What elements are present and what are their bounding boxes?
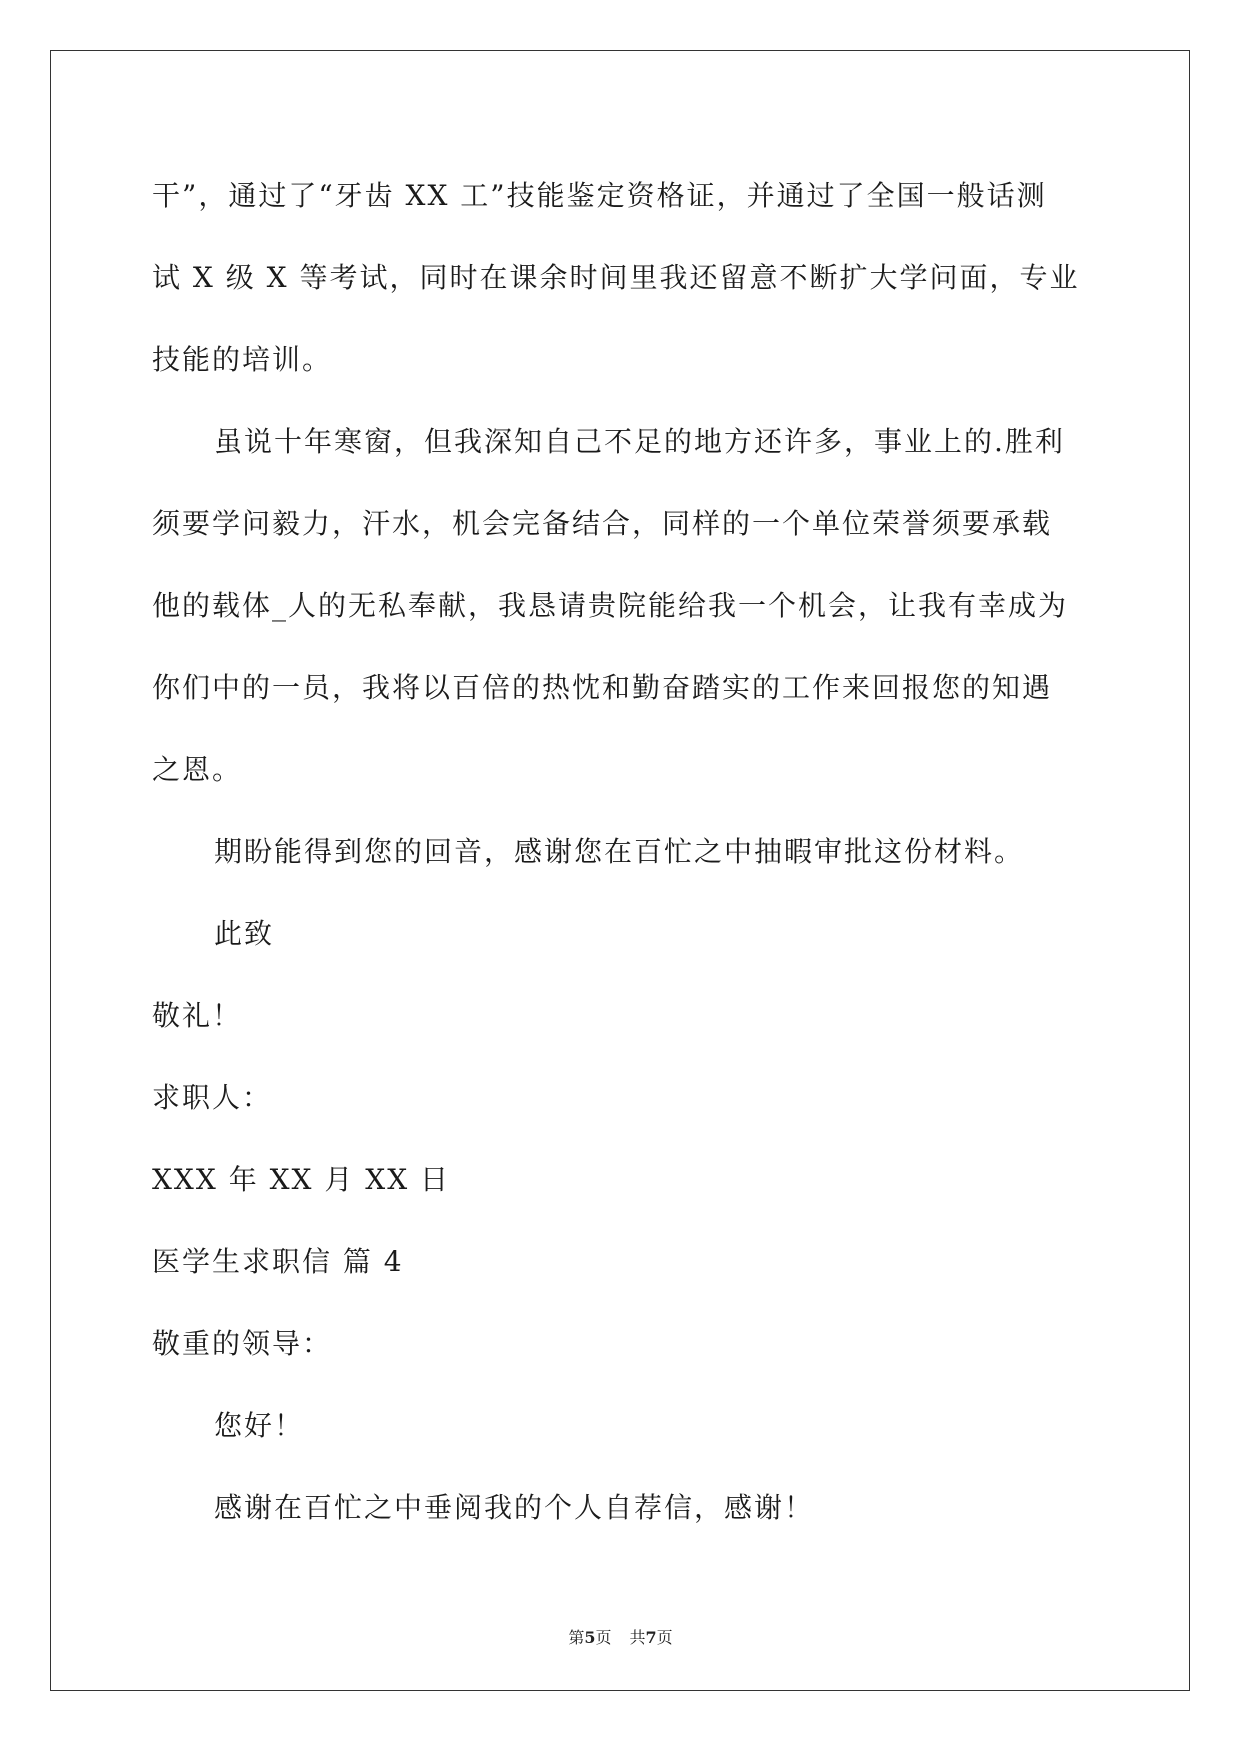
text-line: 技能的培训。 <box>152 343 333 376</box>
text-line: 他的载体_人的无私奉献，我恳请贵院能给我一个机会，让我有幸成为 <box>152 589 1069 622</box>
closing-salutation: 此致 <box>214 917 275 950</box>
text-line: 之恩。 <box>152 753 243 786</box>
total-suffix: 页 <box>656 1628 673 1647</box>
greeting-hello: 您好！ <box>214 1409 305 1442</box>
text-line: 试 X 级 X 等考试，同时在课余时间里我还留意不断扩大学问面，专业 <box>152 261 1080 294</box>
closing-respect: 敬礼！ <box>152 999 243 1032</box>
page-number: 5 <box>584 1628 596 1647</box>
page-total: 7 <box>645 1628 657 1647</box>
applicant-label: 求职人： <box>152 1081 273 1114</box>
total-prefix: 共 <box>629 1628 646 1647</box>
text-line: 干”，通过了“牙齿 XX 工”技能鉴定资格证，并通过了全国一般话测 <box>152 179 1047 212</box>
text-line: 感谢在百忙之中垂阅我的个人自荐信，感谢！ <box>214 1491 815 1524</box>
text-line: 须要学问毅力，汗水，机会完备结合，同样的一个单位荣誉须要承载 <box>152 507 1053 540</box>
page-suffix: 页 <box>595 1628 612 1647</box>
date-line: XXX 年 XX 月 XX 日 <box>152 1163 451 1196</box>
greeting-recipient: 敬重的领导： <box>152 1327 333 1360</box>
text-line: 虽说十年寒窗，但我深知自己不足的地方还许多，事业上的.胜利 <box>214 425 1065 458</box>
page-footer <box>0 1628 1241 1648</box>
text-line: 你们中的一员，我将以百倍的热忱和勤奋踏实的工作来回报您的知遇 <box>152 671 1053 704</box>
section-title: 医学生求职信 篇 4 <box>152 1245 404 1278</box>
text-line: 期盼能得到您的回音，感谢您在百忙之中抽暇审批这份材料。 <box>214 835 1025 868</box>
document-body <box>152 155 1087 1549</box>
page-prefix: 第 <box>568 1628 585 1647</box>
